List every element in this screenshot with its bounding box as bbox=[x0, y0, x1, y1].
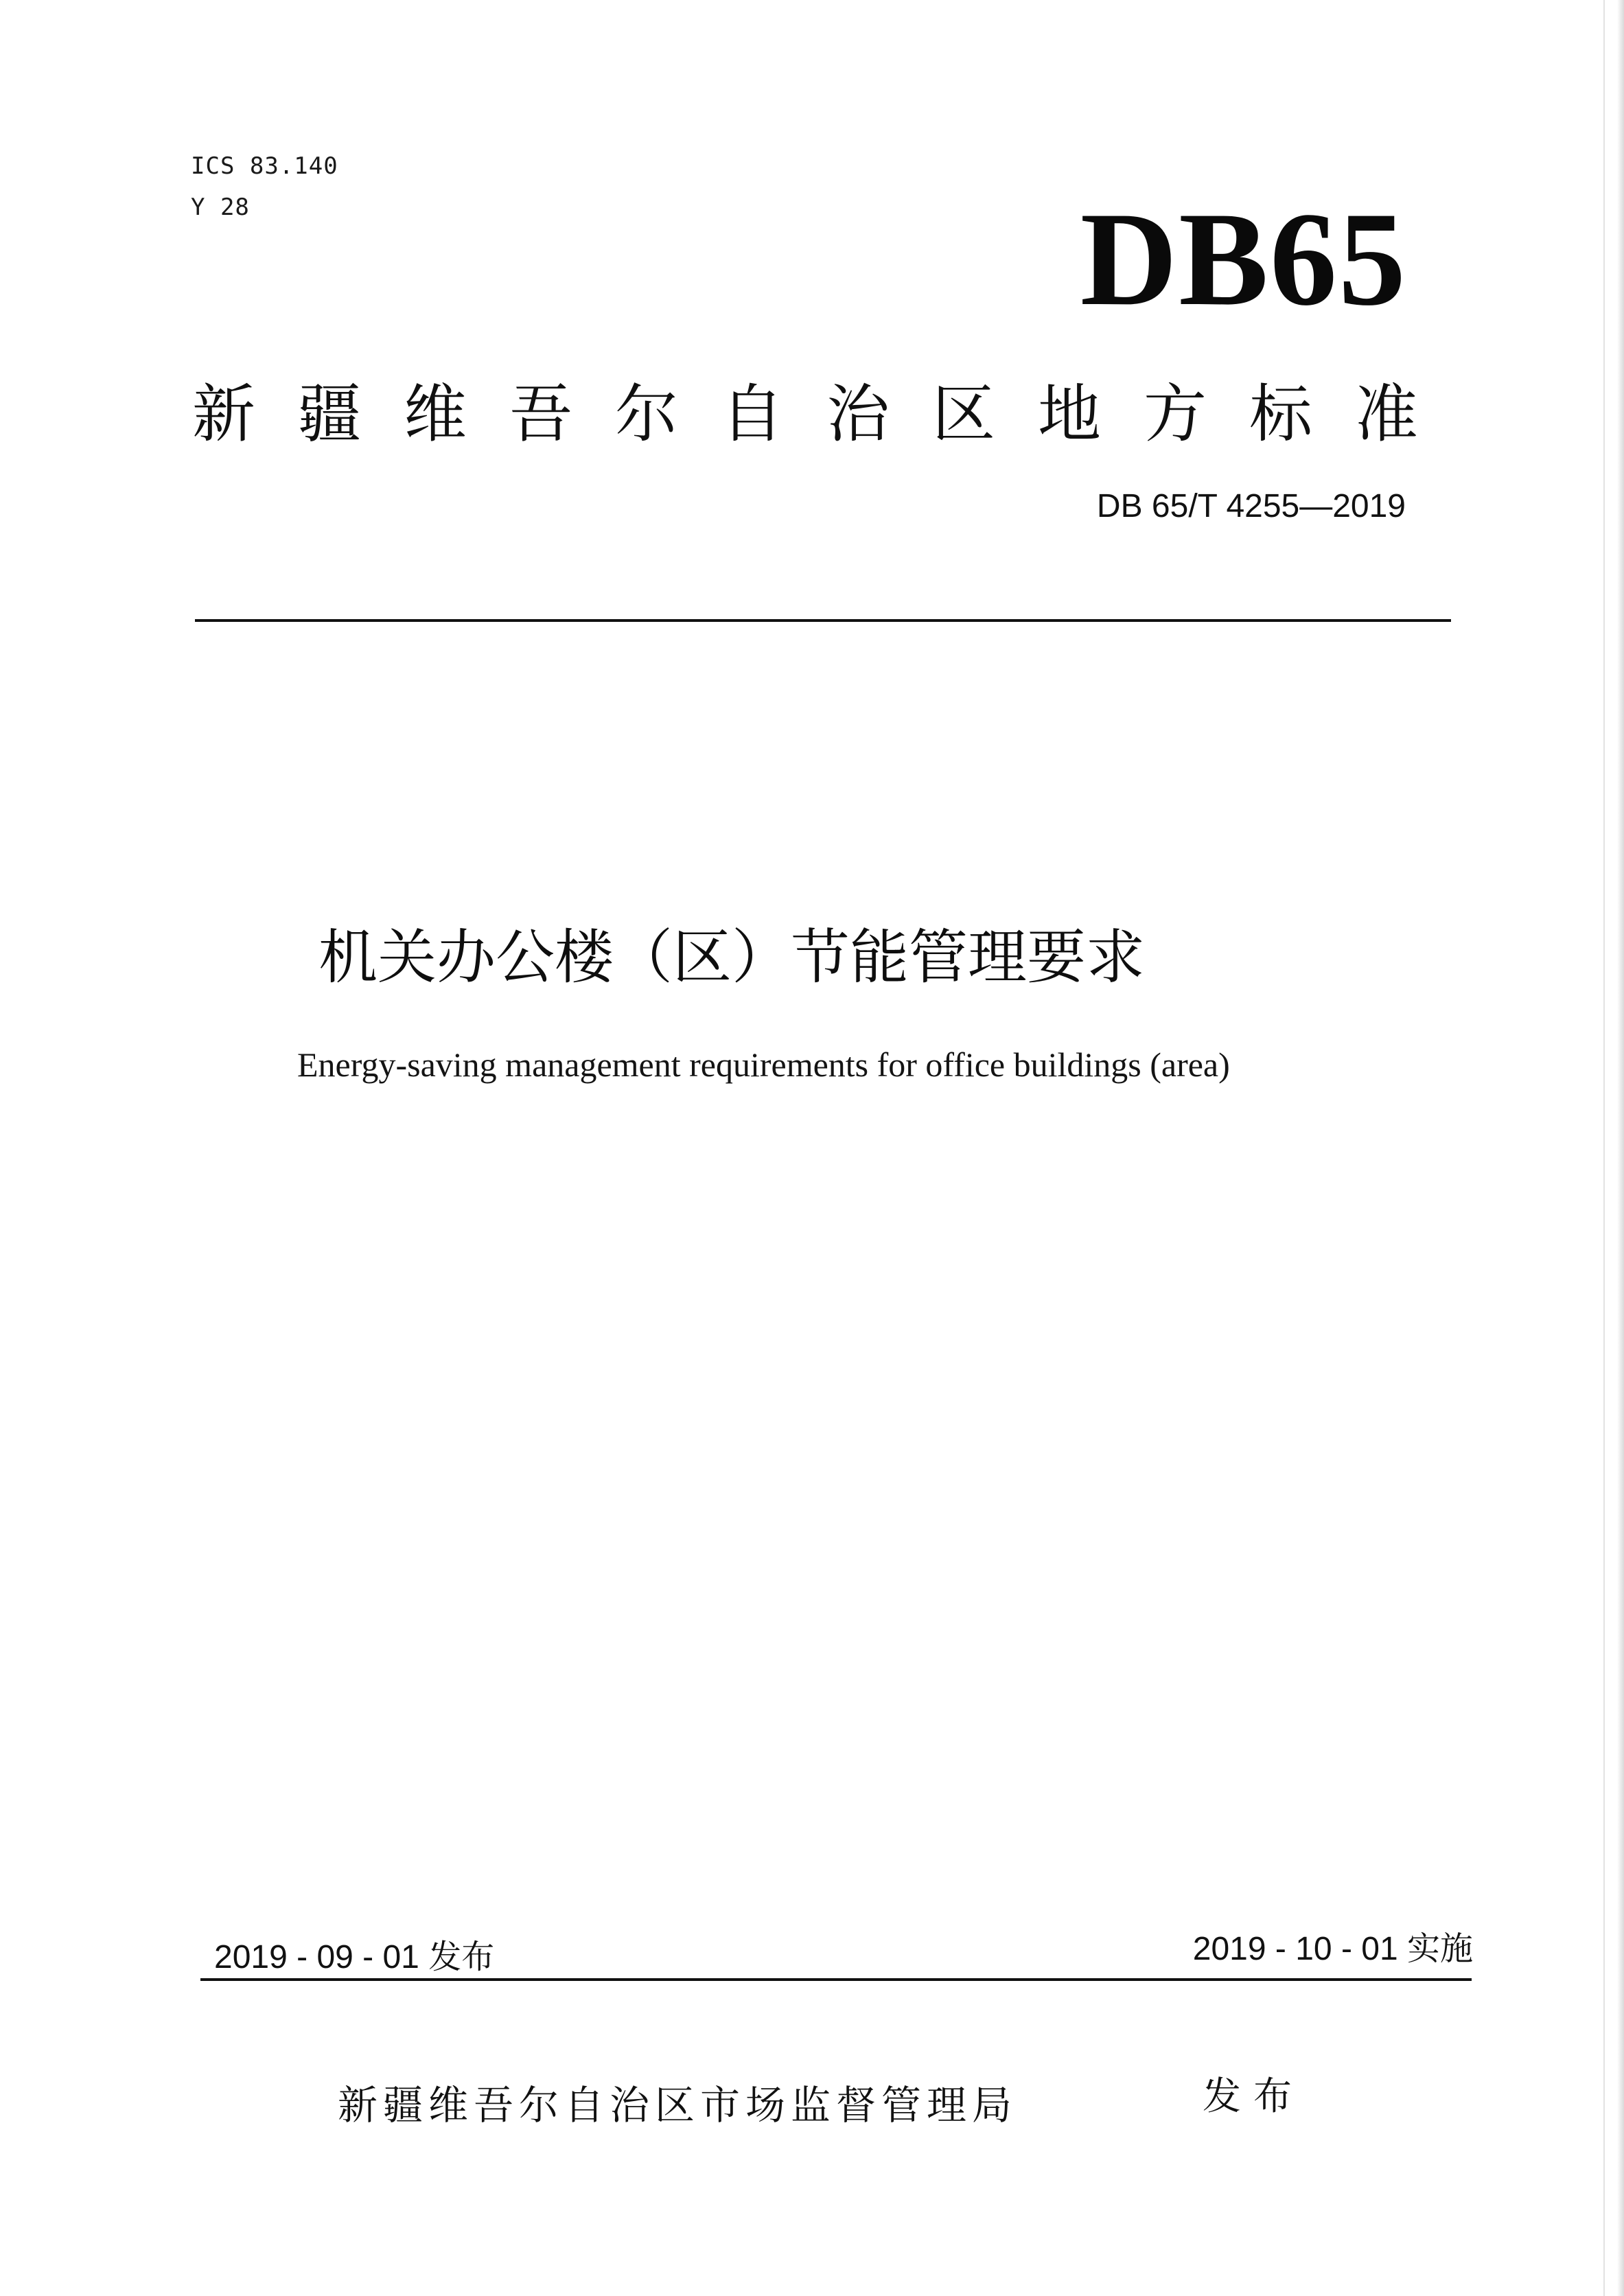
footer-divider bbox=[200, 1978, 1472, 1981]
db-logo: DB65 bbox=[1080, 185, 1407, 334]
publish-label: 发布 bbox=[1203, 2074, 1304, 2119]
ics-code: ICS 83.140 bbox=[191, 152, 338, 180]
scan-edge-line bbox=[1603, 0, 1605, 2296]
scan-edge-shadow bbox=[1617, 0, 1624, 2296]
implementation-date: 2019 - 10 - 01 实施 bbox=[1192, 1931, 1473, 1967]
document-title-english: Energy-saving management requirements for office buildings (area) bbox=[297, 1045, 1230, 1084]
header-divider bbox=[195, 619, 1451, 622]
standard-number: DB 65/T 4255—2019 bbox=[1096, 488, 1406, 524]
ccs-code: Y 28 bbox=[191, 194, 250, 221]
standard-category-title: 新疆维吾尔自治区地方标准 bbox=[192, 378, 1461, 451]
document-title-chinese: 机关办公楼（区）节能管理要求 bbox=[318, 923, 1145, 992]
publisher-name: 新疆维吾尔自治区市场监督管理局 bbox=[338, 2082, 1018, 2129]
issue-date: 2019 - 09 - 01 发布 bbox=[214, 1939, 495, 1975]
